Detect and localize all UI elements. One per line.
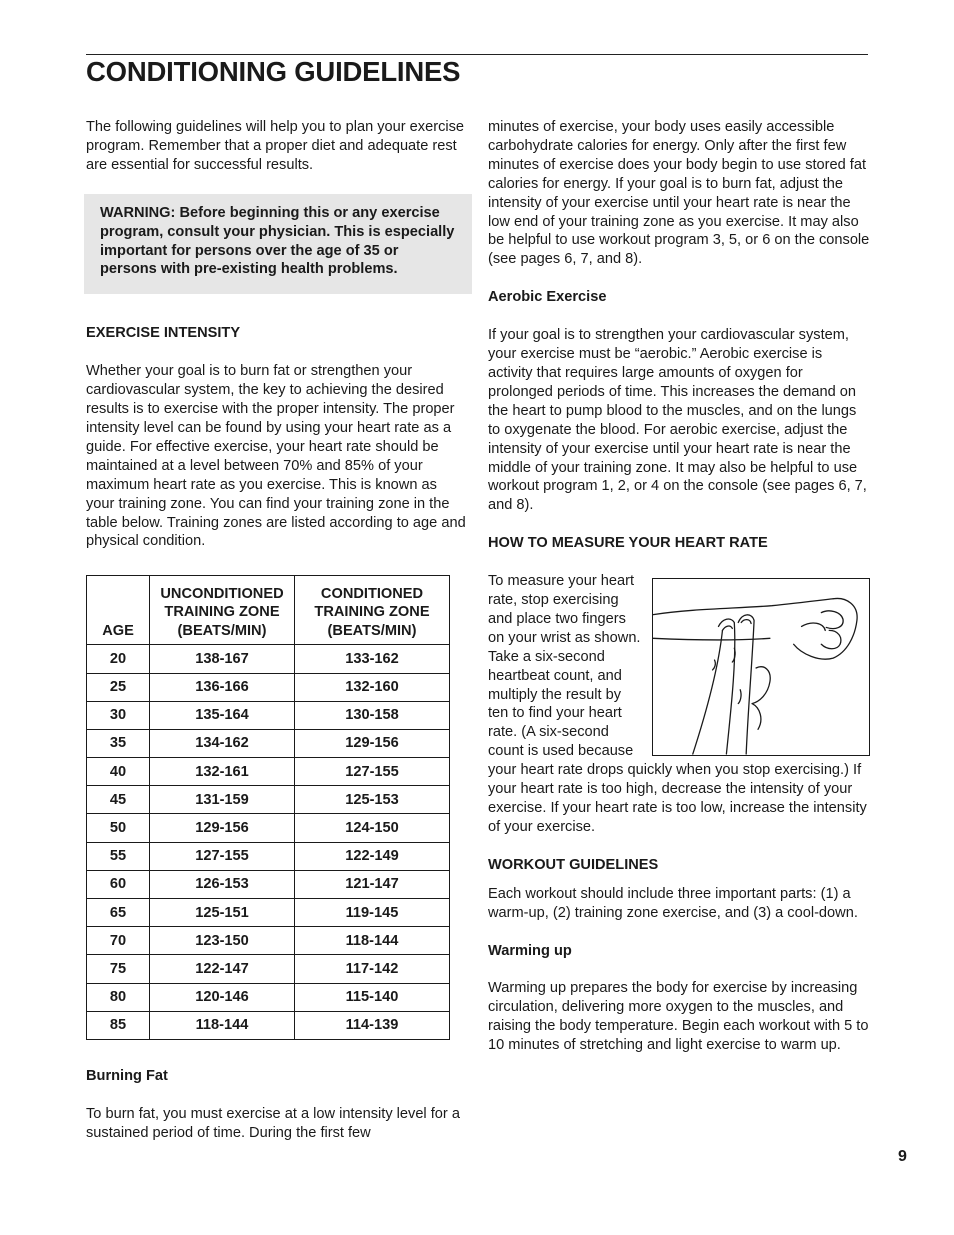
warning-text: WARNING: Before beginning this or any exercise program, consult your physician. This is especially important for persons over the age of 35 or persons with pre-existing health problems.: [100, 204, 455, 278]
age-cell: 25: [87, 673, 150, 701]
warning-box: [84, 194, 472, 295]
workout-guidelines-heading: WORKOUT GUIDELINES: [488, 856, 659, 873]
conditioned-zone-cell: 118-144: [295, 927, 450, 955]
unconditioned-zone-cell: 125-151: [150, 899, 295, 927]
conditioned-column-header: CONDITIONED TRAINING ZONE (BEATS/MIN): [295, 576, 450, 645]
table-row: [87, 870, 450, 898]
heart-rate-section: [488, 572, 870, 837]
age-cell: 40: [87, 758, 150, 786]
unconditioned-zone-cell: 127-155: [150, 842, 295, 870]
pulse-check-illustration: [652, 578, 870, 756]
aerobic-exercise-heading: Aerobic Exercise: [488, 289, 607, 306]
age-cell: 80: [87, 983, 150, 1011]
conditioned-zone-cell: 122-149: [295, 842, 450, 870]
training-zone-table-body: [87, 645, 450, 1040]
unconditioned-zone-cell: 122-147: [150, 955, 295, 983]
exercise-intensity-body: Whether your goal is to burn fat or strengthen your cardiovascular system, the key to achieving the desired results is to exercise with the proper intensity. The proper intensity level can be found by using your heart rate as a guide. For effective exercise, your heart rate should be maintained at a level between 70% and 85% of your maximum heart rate as you exercise. This is known as your training zone. You can find your training zone in the table below. Training zones are listed according to age and physical condition.: [86, 363, 466, 550]
conditioned-zone-cell: 121-147: [295, 870, 450, 898]
table-row: [87, 673, 450, 701]
conditioned-zone-cell: 125-153: [295, 786, 450, 814]
conditioned-zone-cell: 124-150: [295, 814, 450, 842]
conditioned-zone-cell: 115-140: [295, 983, 450, 1011]
age-cell: 70: [87, 927, 150, 955]
intro-paragraph: The following guidelines will help you to plan your exercise program. Remember that a proper diet and adequate rest are essential for successful results.: [86, 119, 465, 173]
age-cell: 45: [87, 786, 150, 814]
page-title: CONDITIONING GUIDELINES: [86, 56, 461, 87]
unconditioned-zone-cell: 126-153: [150, 870, 295, 898]
conditioned-zone-cell: 130-158: [295, 701, 450, 729]
page-number: 9: [898, 1148, 907, 1165]
age-cell: 85: [87, 1011, 150, 1039]
unconditioned-zone-cell: 131-159: [150, 786, 295, 814]
burning-fat-heading: Burning Fat: [86, 1067, 168, 1084]
unconditioned-zone-cell: 118-144: [150, 1011, 295, 1039]
table-row: [87, 927, 450, 955]
age-cell: 65: [87, 899, 150, 927]
age-cell: 20: [87, 645, 150, 673]
table-header-row: [87, 576, 450, 645]
table-row: [87, 786, 450, 814]
conditioned-zone-cell: 129-156: [295, 729, 450, 757]
conditioned-zone-cell: 114-139: [295, 1011, 450, 1039]
table-row: [87, 758, 450, 786]
hand-on-wrist-icon: [653, 579, 869, 755]
age-column-header: AGE: [87, 576, 150, 645]
heart-rate-heading: HOW TO MEASURE YOUR HEART RATE: [488, 535, 768, 552]
unconditioned-zone-cell: 132-161: [150, 758, 295, 786]
conditioned-zone-cell: 132-160: [295, 673, 450, 701]
conditioned-zone-cell: 133-162: [295, 645, 450, 673]
age-cell: 50: [87, 814, 150, 842]
conditioned-zone-cell: 127-155: [295, 758, 450, 786]
burning-fat-body-continued: minutes of exercise, your body uses easily accessible carbohydrate calories for energy. Only after the first few minutes of exercise does your body begin to use stored fat calories for energy. If your goal is to burn fat, adjust the intensity of your exercise until your heart rate is near the low end of your training zone as you exercise. It may also be helpful to use workout program 3, 5, or 6 on the console (see pages 6, 7, and 8).: [488, 119, 870, 268]
heart-rate-body: To measure your heart rate, stop exercising and place two fingers on your wrist as shown. Take a six-second heartbeat count, and multiply the result by ten to find your heart rate. (A six-second count is used because your heart rate drops quickly when you stop exercising.) If your heart rate is too high, decrease the intensity of your exercise. If your heart rate is too low, increase the intensity of your exercise.: [488, 573, 867, 835]
unconditioned-zone-cell: 136-166: [150, 673, 295, 701]
warming-up-body: Warming up prepares the body for exercise by increasing circulation, delivering more oxygen to the muscles, and raising the body temperature. Begin each workout with 5 to 10 minutes of stretching and light exercise to warm up.: [488, 980, 869, 1054]
aerobic-exercise-body: If your goal is to strengthen your cardiovascular system, your exercise must be “aerobic.” Aerobic exercise is activity that requires large amounts of oxygen for prolonged periods of time. This increases the demand on the heart to pump blood to the muscles, and on the lungs to oxygenate the blood. For aerobic exercise, adjust the intensity of your exercise until your heart rate is near the middle of your training zone. It may also be helpful to use workout program 1, 2, or 4 on the console (see pages 6, 7, and 8).: [488, 327, 867, 514]
warming-up-heading: Warming up: [488, 942, 572, 959]
age-cell: 60: [87, 870, 150, 898]
table-row: [87, 983, 450, 1011]
conditioned-zone-cell: 117-142: [295, 955, 450, 983]
training-zone-table: [86, 575, 450, 1040]
table-row: [87, 814, 450, 842]
table-row: [87, 955, 450, 983]
unconditioned-zone-cell: 123-150: [150, 927, 295, 955]
table-row: [87, 1011, 450, 1039]
exercise-intensity-heading: EXERCISE INTENSITY: [86, 325, 241, 342]
burning-fat-body-start: To burn fat, you must exercise at a low intensity level for a sustained period of time. During the first few: [86, 1105, 460, 1141]
left-column: [86, 118, 468, 1143]
table-row: [87, 729, 450, 757]
table-row: [87, 842, 450, 870]
table-row: [87, 899, 450, 927]
unconditioned-zone-cell: 134-162: [150, 729, 295, 757]
age-cell: 30: [87, 701, 150, 729]
workout-guidelines-body: Each workout should include three important parts: (1) a warm-up, (2) training zone exercise, and (3) a cool-down.: [488, 885, 858, 921]
title-rule: [86, 54, 868, 55]
age-cell: 55: [87, 842, 150, 870]
conditioned-zone-cell: 119-145: [295, 899, 450, 927]
right-column: [488, 118, 870, 1055]
table-row: [87, 701, 450, 729]
unconditioned-zone-cell: 129-156: [150, 814, 295, 842]
unconditioned-zone-cell: 135-164: [150, 701, 295, 729]
age-cell: 75: [87, 955, 150, 983]
age-cell: 35: [87, 729, 150, 757]
table-row: [87, 645, 450, 673]
unconditioned-zone-cell: 120-146: [150, 983, 295, 1011]
unconditioned-zone-cell: 138-167: [150, 645, 295, 673]
unconditioned-column-header: UNCONDITIONED TRAINING ZONE (BEATS/MIN): [150, 576, 295, 645]
